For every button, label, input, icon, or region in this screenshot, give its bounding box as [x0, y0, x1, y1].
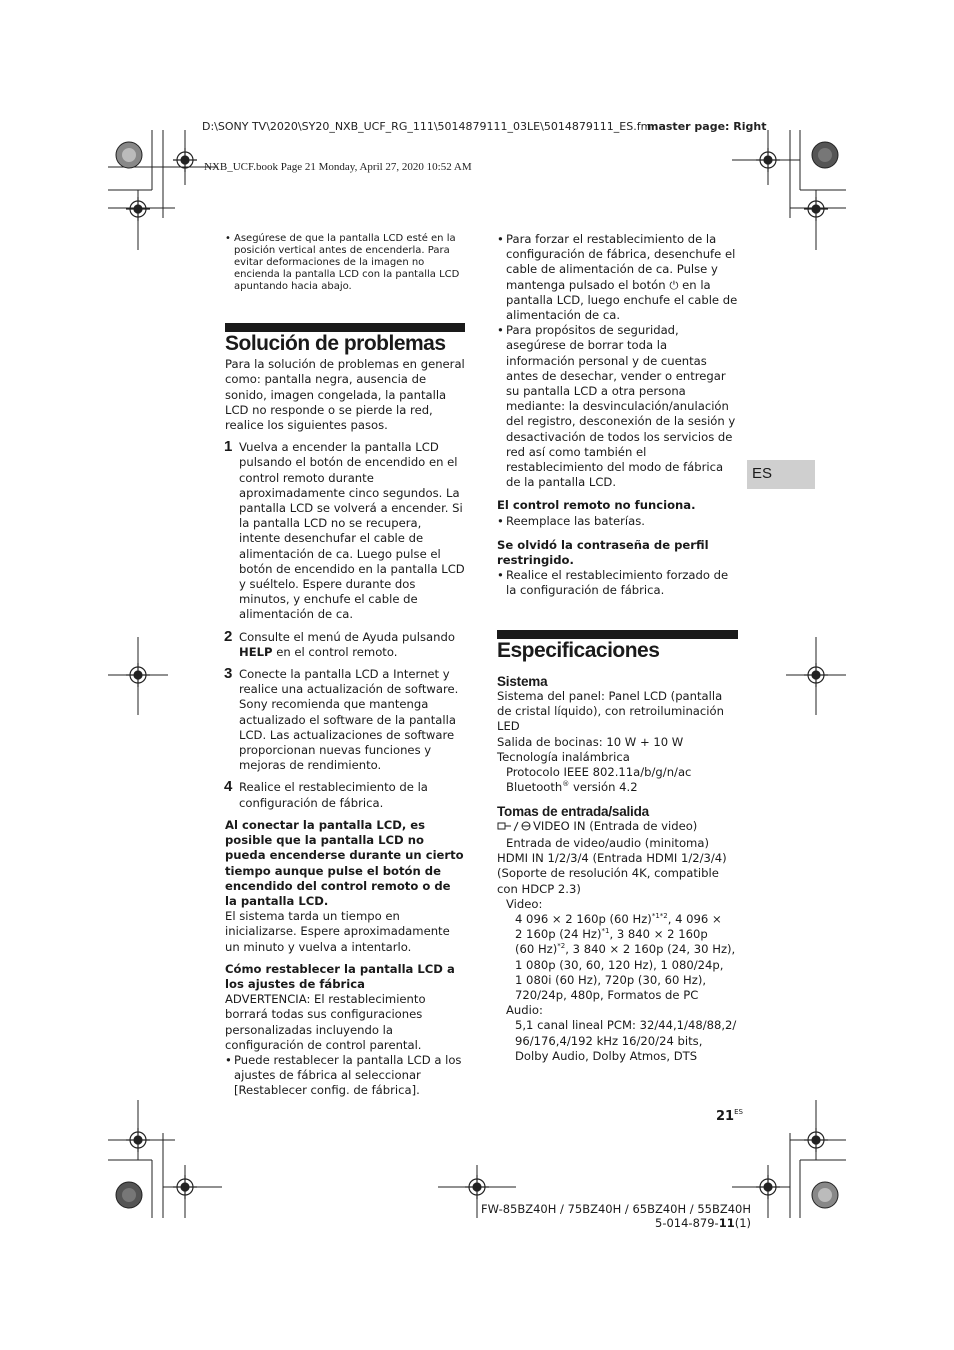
panel-spec: Sistema del panel: Panel LCD (pantalla de cristal líquido), con retroiluminación LED: [497, 689, 724, 734]
section-bar: [497, 630, 738, 639]
reset-heading: Cómo restablecer la pantalla LCD a los ajustes de fábrica: [225, 961, 455, 991]
step-text: Vuelva a encender la pantalla LCD pulsando el botón de encendido en el control remoto durante aproximadamente cinco segundos. La pantalla LCD se volverá a encender. Si la pantalla LCD no se recupera, intente desenchufar el cable de alimentación de ca. Luego pulse el botón de encendido en la pantalla LCD y suéltelo. Espere durante dos minutos, y enchufe el cable de alimentación de ca.: [239, 440, 465, 622]
bullet-text: Para propósitos de seguridad, asegúrese de borrar toda la información personal y de cuentas antes de desechar, vender o entregar su pantalla LCD a otra persona mediante: la desvinculación/anulación del registro, desconexión de la sesión y desactivación de todos los servicios de red así como también el restablecimiento del modo de fábrica de la pantalla LCD.: [506, 323, 736, 490]
bluetooth-spec: [497, 780, 738, 795]
footer-code-bold: 11: [718, 1216, 735, 1230]
audio-spec: 5,1 canal lineal PCM: 32/44,1/48/88,2/ 96/176,4/192 kHz 16/20/24 bits, Dolby Audio, Dolby Atmos, DTS: [515, 1018, 737, 1063]
reset-bullet-text: Puede restablecer la pantalla LCD a los ajustes de fábrica al seleccionar [Restablecer config. de fábrica].: [234, 1052, 462, 1098]
step-1: [225, 440, 465, 622]
intro-text: Para la solución de problemas en general como: pantalla negra, ausencia de sonido, imagen congelada, la pantalla LCD no responde o se pierde la red, realice los siguientes pasos.: [225, 357, 465, 433]
video-in-sub: Entrada de video/audio (minitoma): [506, 835, 709, 850]
issue-heading: Al conectar la pantalla LCD, es posible que la pantalla LCD no pueda encenderse durante un cierto tiempo aunque pulse el botón de encendido del control remoto o de la pantalla LCD.: [225, 817, 464, 908]
footnote-mark: *2: [557, 942, 566, 951]
footer-code: [655, 1216, 751, 1230]
force-reset-bullet: • Para forzar el restablecimiento de la configuración de fábrica, desenchufe el cable de alimentación de ca. Pulse y mantenga pulsado el botón ⏻ en la pantalla LCD, luego enchufe el cable de alimentación de ca.: [497, 232, 738, 323]
video-label: Video:: [506, 896, 543, 911]
video-format: , 4 096 ×: [667, 911, 722, 926]
video-in-spec: [497, 819, 738, 836]
footer-models: FW-85BZ40H / 75BZ40H / 65BZ40H / 55BZ40H: [481, 1202, 751, 1216]
note-text: Asegúrese de que la pantalla LCD esté en la posición vertical antes de encenderla. Para evitar deformaciones de la imagen no encienda la pantalla LCD con la pantalla LCD apuntando hacia abajo.: [234, 233, 460, 292]
section-title-troubleshooting: Solución de problemas: [225, 332, 446, 355]
footnote-mark: *1: [601, 927, 610, 936]
step-2: [224, 627, 465, 660]
video-formats: [497, 912, 738, 1003]
footer-code-text: 5-014-879-: [655, 1216, 719, 1230]
step-text: en el control remoto.: [272, 644, 398, 659]
hdmi-spec: HDMI IN 1/2/3/4 (Entrada HDMI 1/2/3/4) (Soporte de resolución 4K, compatible con HDCP 2.3): [497, 851, 727, 896]
bullet-text: Para forzar el restablecimiento de la configuración de fábrica, desenchufe el cable de alimentación de ca. Pulse y mantenga pulsado el botón: [506, 232, 736, 292]
footnote-mark: *1*2: [651, 912, 668, 921]
section-title-specs: Especificaciones: [497, 638, 660, 662]
master-page-label: master page: Right: [647, 120, 767, 133]
wireless-spec: Tecnología inalámbrica: [497, 749, 630, 764]
page-number-value: 21: [716, 1109, 735, 1124]
speaker-spec: Salida de bocinas: 10 W + 10 W: [497, 734, 684, 749]
step-number: 4: [224, 778, 233, 796]
book-info: NXB_UCF.book Page 21 Monday, April 27, 2020 10:52 AM: [204, 161, 472, 173]
power-icon: ⏻: [669, 277, 679, 292]
left-column: [225, 233, 465, 1099]
bullet-text: en la pantalla LCD, luego enchufe el cable de alimentación de ca.: [506, 277, 738, 323]
video-format: 1 080i (60 Hz), 720p (30, 60 Hz),: [515, 972, 707, 987]
password-bullet: • Realice el restablecimiento forzado de la configuración de fábrica.: [497, 568, 729, 598]
video-format: 720/24p, 480p, Formatos de PC: [515, 987, 699, 1002]
sistema-heading: Sistema: [497, 673, 548, 689]
page-number-suffix: ES: [734, 1108, 743, 1116]
bullet-text: Reemplace las baterías.: [506, 513, 645, 528]
note-bullet: • Asegúrese de que la pantalla LCD esté en la posición vertical antes de encenderla. Para evitar deformaciones de la imagen no encienda la pantalla LCD con la pantalla LCD apuntando hacia abajo.: [225, 233, 460, 292]
registered-mark: ®: [562, 780, 570, 789]
video-format: , 3 840 × 2 160p (24, 30 Hz),: [565, 942, 736, 957]
page-number: [716, 1109, 743, 1124]
remote-heading: El control remoto no funciona.: [497, 498, 696, 513]
step-text: Conecte la pantalla LCD a Internet y realice una actualización de software. Sony recomienda que mantenga actualizado el software de la pantalla LCD. Las actualizaciones de software proporcionan nuevas funciones y mejoras de rendimiento.: [239, 667, 459, 773]
protocol-spec: Protocolo IEEE 802.11a/b/g/n/ac: [506, 765, 692, 780]
video-in-text: VIDEO IN (Entrada de video): [533, 818, 698, 833]
step-text: Consulte el menú de Ayuda pulsando: [239, 629, 455, 644]
step-number: 2: [224, 627, 233, 645]
remote-bullet: • Reemplace las baterías.: [497, 513, 645, 528]
footer-code-text: (1): [734, 1216, 751, 1230]
help-key-label: HELP: [239, 644, 273, 659]
language-tab: [747, 460, 815, 489]
video-format: , 3 840 × 2 160p: [609, 927, 708, 942]
password-heading: Se olvidó la contraseña de perfil restringido.: [497, 537, 709, 568]
step-number: 1: [224, 438, 233, 456]
section-bar: [225, 323, 465, 332]
video-format: 2 160p (24 Hz): [515, 927, 602, 942]
step-number: 3: [224, 665, 233, 683]
language-tab-label: ES: [752, 465, 773, 482]
reset-warning: ADVERTENCIA: El restablecimiento borrará todas sus configuraciones personalizadas incluyendo la configuración de control parental.: [225, 992, 426, 1052]
step-4: [225, 780, 465, 810]
bluetooth-version: versión 4.2: [569, 780, 638, 795]
video-format: 1 080p (30, 60, 120 Hz), 1 080/24p,: [515, 957, 724, 972]
video-format: 4 096 × 2 160p (60 Hz): [515, 911, 652, 926]
bullet-text: Realice el restablecimiento forzado de la configuración de fábrica.: [506, 568, 729, 598]
input-jack-icon: [497, 821, 533, 836]
io-heading: Tomas de entrada/salida: [497, 803, 649, 819]
issue-text: El sistema tarda un tiempo en inicializarse. Espere aproximadamente un minuto y vuelva a intentarlo.: [225, 909, 450, 954]
step-text: Realice el restablecimiento de la configuración de fábrica.: [239, 780, 428, 810]
reset-bullet: • Puede restablecer la pantalla LCD a los ajustes de fábrica al seleccionar [Restablecer config. de fábrica].: [225, 1052, 462, 1098]
step-3: [225, 667, 465, 773]
right-column: [497, 232, 738, 1064]
security-bullet: • Para propósitos de seguridad, asegúrese de borrar toda la información personal y de cuentas antes de desechar, vender o entregar su pantalla LCD a otra persona mediante: la desvinculación/anulación del registro, desconexión de la sesión y desactivación de todos los servicios de red así como también el restablecimiento del modo de fábrica de la pantalla LCD.: [497, 323, 736, 490]
bluetooth-text: Bluetooth: [506, 780, 563, 795]
audio-label: Audio:: [506, 1003, 543, 1018]
file-path: D:\SONY TV\2020\SY20_NXB_UCF_RG_111\5014879111_03LE\5014879111_ES.fm: [202, 120, 652, 133]
video-format: (60 Hz): [515, 942, 558, 957]
